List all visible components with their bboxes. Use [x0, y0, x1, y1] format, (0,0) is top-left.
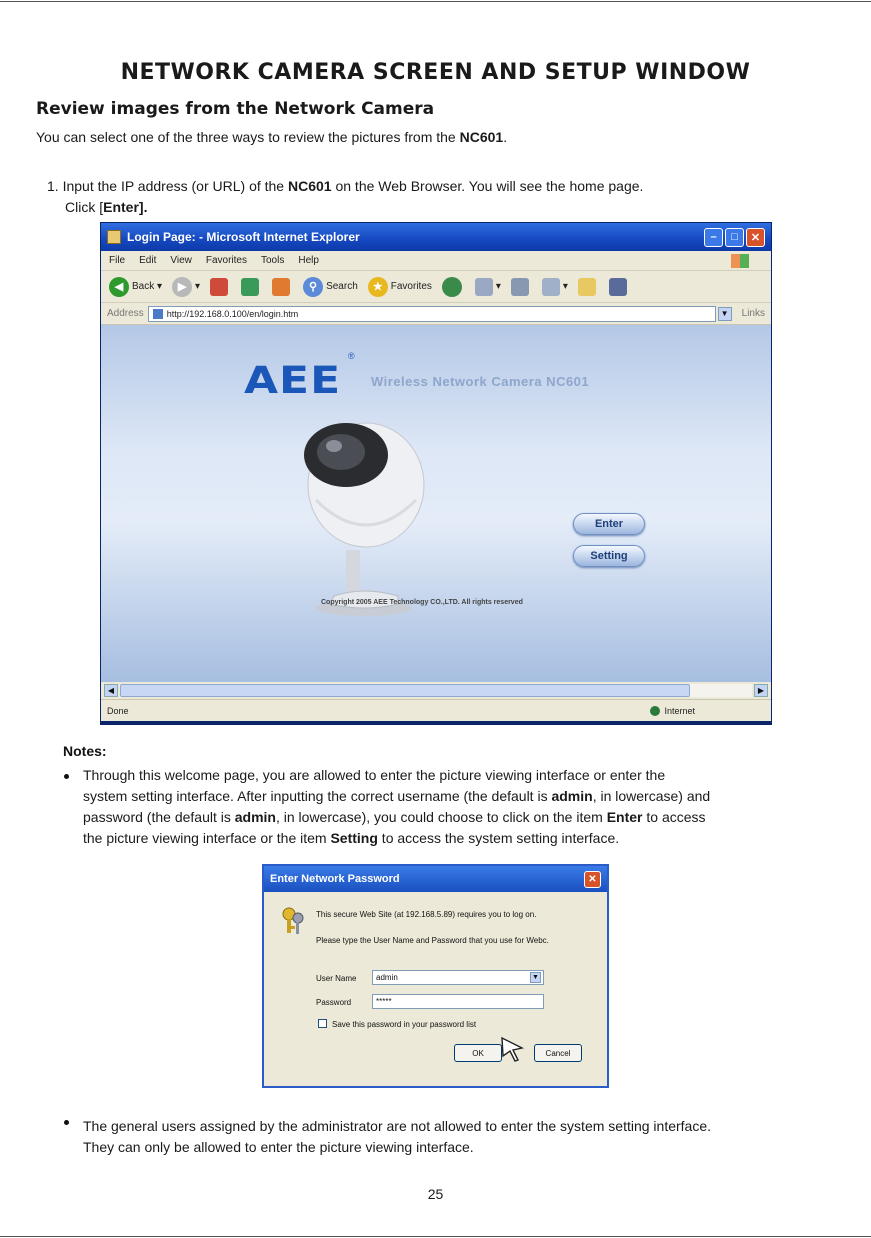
bottom-rule	[0, 1236, 871, 1237]
menu-file[interactable]: File	[109, 255, 126, 266]
top-rule	[0, 1, 871, 2]
minimize-icon[interactable]: –	[704, 228, 723, 247]
browser-content	[101, 325, 771, 682]
dialog-message-1: This secure Web Site (at 192.168.5.89) requires you to log on.	[316, 910, 537, 919]
setting-button[interactable]: Setting	[573, 545, 645, 567]
page-icon	[153, 309, 163, 319]
maximize-icon[interactable]: □	[725, 228, 744, 247]
dialog-titlebar	[264, 866, 607, 892]
network-password-dialog	[262, 864, 609, 1088]
forward-arrow-icon: ▶	[172, 277, 192, 297]
user-name-input[interactable]: admin ▼	[372, 970, 544, 985]
horizontal-scrollbar[interactable]	[101, 682, 771, 699]
step-1-line-2: Click [Enter].	[65, 199, 148, 215]
address-dropdown-icon[interactable]: ▼	[718, 307, 732, 321]
menu-tools[interactable]: Tools	[260, 255, 285, 266]
media-icon	[442, 277, 462, 297]
print-icon	[511, 278, 529, 296]
note-2: The general users assigned by the administrator are not allowed to enter the system setting interface. They can only be allowed to enter the picture viewing interface.	[83, 1118, 712, 1155]
page-title: NETWORK CAMERA SCREEN AND SETUP WINDOW	[120, 60, 751, 85]
window-title: Login Page: - Microsoft Internet Explorer	[127, 230, 360, 244]
edit-icon	[542, 278, 560, 296]
search-icon: ⚲	[303, 277, 323, 297]
favorites-button[interactable]: ★ Favorites	[368, 277, 432, 297]
save-password-label: Save this password in your password list	[332, 1020, 477, 1029]
password-input[interactable]: *****	[372, 994, 544, 1009]
refresh-icon	[241, 278, 259, 296]
mail-icon	[475, 278, 493, 296]
status-bar	[101, 699, 771, 721]
scroll-left-icon[interactable]: ◀	[104, 684, 118, 697]
menu-favorites[interactable]: Favorites	[205, 255, 247, 266]
browser-titlebar	[101, 223, 771, 251]
ok-button[interactable]: OK	[454, 1044, 502, 1062]
network-camera-image	[286, 400, 426, 620]
back-arrow-icon: ◀	[109, 277, 129, 297]
enter-button[interactable]: Enter	[573, 513, 645, 535]
stop-button[interactable]	[210, 278, 231, 296]
scroll-thumb[interactable]	[120, 684, 690, 697]
copyright-text: Copyright 2005 AEE Technology CO.,LTD. All rights reserved	[321, 599, 523, 606]
menu-edit[interactable]: Edit	[139, 255, 157, 266]
edit-button[interactable]: ▾	[542, 278, 568, 296]
home-icon	[272, 278, 290, 296]
dialog-close-icon[interactable]: ✕	[584, 871, 601, 888]
user-name-dropdown-icon[interactable]: ▼	[530, 972, 541, 983]
status-done: Done	[107, 705, 129, 716]
scroll-right-icon[interactable]: ▶	[754, 684, 768, 697]
internet-zone-icon	[650, 706, 660, 716]
menu-view[interactable]: View	[170, 255, 192, 266]
links-label[interactable]: Links	[741, 308, 765, 319]
scroll-track[interactable]	[120, 684, 752, 697]
mouse-cursor-icon	[500, 1036, 526, 1062]
browser-screenshot	[100, 222, 772, 725]
address-value: http://192.168.0.100/en/login.htm	[166, 308, 299, 319]
refresh-button[interactable]	[241, 278, 262, 296]
keys-icon	[280, 906, 306, 936]
user-name-label: User Name	[316, 974, 357, 983]
media-button[interactable]	[442, 277, 465, 297]
bullet-1	[64, 774, 69, 779]
note-1: Through this welcome page, you are allowed to enter the picture viewing interface or enter the system setting interface. After inputting the correct username (the default is admin, in lowercase) and password (the default is admin, in lowercase), you could choose to click on the item Enter to access the picture viewing interface or the item Setting to access the system setting interface.	[83, 767, 711, 846]
step-1-line-1: 1. Input the IP address (or URL) of the NC601 on the Web Browser. You will see the home page.	[47, 178, 644, 194]
print-button[interactable]	[511, 278, 532, 296]
notes-heading: Notes:	[63, 743, 107, 759]
browser-menubar	[101, 251, 771, 271]
ie-page-icon	[107, 230, 121, 244]
page-number: 25	[427, 1186, 444, 1202]
messenger-button[interactable]	[609, 278, 630, 296]
folder-icon	[578, 278, 596, 296]
bullet-2	[64, 1120, 69, 1125]
home-button[interactable]	[272, 278, 293, 296]
dialog-title: Enter Network Password	[270, 873, 400, 885]
star-icon: ★	[368, 277, 388, 297]
section-subtitle: Review images from the Network Camera	[36, 99, 435, 119]
address-label: Address	[107, 308, 144, 319]
mail-button[interactable]: ▾	[475, 278, 501, 296]
forward-button[interactable]: ▶ ▾	[172, 277, 200, 297]
address-input[interactable]	[148, 306, 716, 322]
stop-icon	[210, 278, 228, 296]
windows-flag-icon	[731, 254, 749, 268]
search-button[interactable]: ⚲ Search	[303, 277, 358, 297]
close-icon[interactable]: ✕	[746, 228, 765, 247]
menu-help[interactable]: Help	[298, 255, 319, 266]
status-zone: Internet	[664, 705, 695, 716]
aee-logo: AEE	[244, 358, 342, 403]
save-password-checkbox[interactable]	[318, 1019, 327, 1028]
password-label: Password	[316, 998, 352, 1007]
messenger-icon	[609, 278, 627, 296]
product-subtitle: Wireless Network Camera NC601	[371, 374, 590, 389]
intro-paragraph: You can select one of the three ways to review the pictures from the NC601.	[36, 129, 508, 145]
dialog-message-2: Please type the User Name and Password that you use for Webc.	[316, 936, 549, 945]
browser-toolbar	[101, 271, 771, 303]
registered-mark: ®	[348, 351, 355, 361]
cancel-button[interactable]: Cancel	[534, 1044, 582, 1062]
address-bar	[101, 303, 771, 325]
folder-button[interactable]	[578, 278, 599, 296]
back-button[interactable]: ◀ Back ▾	[109, 277, 162, 297]
